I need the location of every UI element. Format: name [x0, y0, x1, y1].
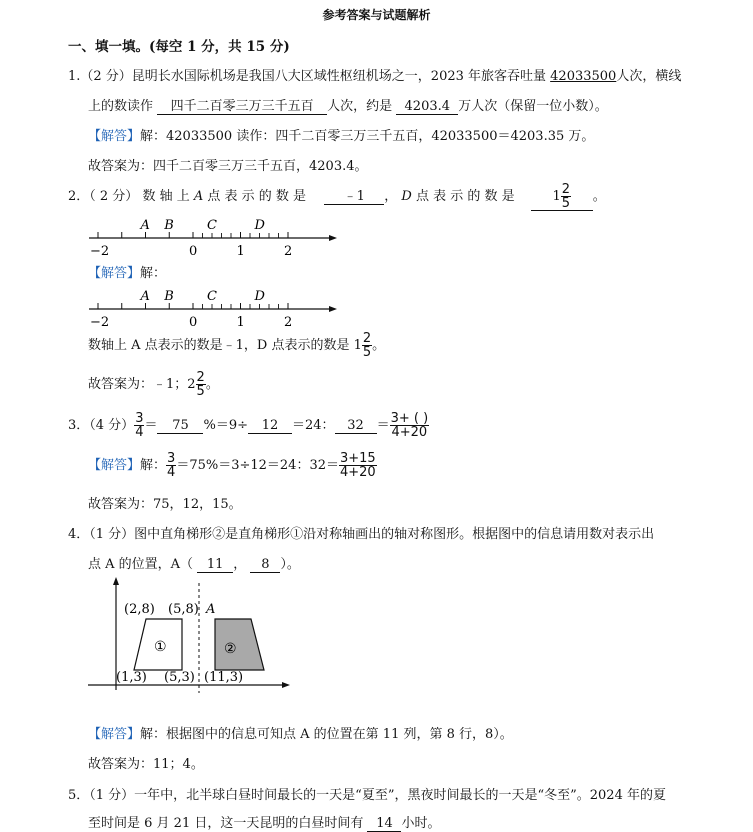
q1-line1 [68, 65, 681, 84]
q3-s2: ＝24： [292, 418, 335, 433]
label-shape-1: ① [154, 639, 167, 655]
point-label: B [164, 289, 174, 304]
q2-explain [88, 332, 385, 359]
q3-blank1: 75 [157, 418, 203, 434]
q2-line1 [68, 183, 606, 211]
q2-answer-text: 解： [140, 266, 167, 281]
q3-prefix: 3．（4 分） [68, 418, 135, 433]
q1-text: 1.（2 分）昆明长水国际机场是我国八大区域性枢纽机场之一，2023 年旅客吞吐量 [68, 69, 551, 84]
label-5-8: (5,8) [168, 602, 199, 617]
page-title: 参考答案与试题解析 [322, 8, 431, 22]
frac-num: 2 [196, 370, 205, 385]
q2-final-pre: 故答案为：﹣1；2 [88, 377, 196, 392]
axis-arrow-icon [329, 306, 337, 312]
q2-D: D [401, 189, 412, 204]
q2-b2-whole: 1 [552, 189, 561, 204]
q1-answer [88, 125, 594, 144]
label-5-3: (5,3) [164, 670, 195, 685]
answer-tag: 【解答】 [88, 458, 141, 473]
point-label: B [164, 218, 174, 233]
q3-blank3: 32 [335, 418, 377, 434]
q3-s1: %＝9÷ [203, 418, 249, 433]
q5-l2-pre: 至时间是 6 月 21 日，这一天昆明的白昼时间有 [88, 816, 368, 831]
q3-frac1 [134, 412, 144, 439]
q3-s3: ＝ [376, 418, 390, 433]
y-axis-arrow-icon [113, 577, 119, 585]
q2-final-post: 。 [205, 377, 219, 392]
number-line-1 [85, 212, 345, 262]
tick-label: 2 [284, 315, 293, 330]
tick-label: 1 [236, 244, 245, 259]
q2-A: A [193, 189, 204, 204]
answer-tag: 【解答】 [88, 727, 141, 742]
q2-explain-post: 。 [372, 338, 386, 353]
axis-arrow-icon [329, 235, 337, 241]
number-line-2 [85, 283, 345, 333]
q1-l2-pre: 上的数读作 [88, 99, 158, 114]
q4-answer [88, 723, 513, 742]
x-axis-arrow-icon [282, 682, 290, 688]
q2-comma: ， [384, 189, 398, 204]
q2-prefix: 2．（ 2 分） 数 轴 上 [68, 189, 190, 204]
q2-answer [88, 262, 166, 281]
q1-answer-text: 解：42033500 读作：四千二百零三万三千五百，42033500＝4203.35 万。 [140, 129, 595, 144]
q1-blank2: 4203.4 [396, 99, 458, 115]
frac-den: 5 [362, 345, 372, 360]
q2-explain-pre: 数轴上 A 点表示的数是﹣1，D 点表示的数是 1 [88, 338, 362, 353]
q4-l2-post: ）。 [280, 557, 300, 572]
q1-line2 [88, 95, 608, 115]
q2-final-frac [196, 371, 206, 398]
tick-label: 2 [284, 244, 293, 259]
tick-label: 1 [236, 315, 245, 330]
point-label: C [207, 289, 217, 304]
frac-num: 3 [167, 451, 176, 466]
frac-den: 4 [167, 465, 176, 480]
q2-blank1: ﹣1 [324, 185, 384, 205]
point-label: D [254, 218, 265, 233]
q1-number: 42033500 [550, 69, 617, 84]
label-1-3: (1,3) [116, 670, 147, 685]
q2-blank2 [531, 183, 593, 211]
frac-num: 3+15 [340, 451, 376, 466]
q2-mid1: 点 表 示 的 数 是 [207, 189, 307, 204]
frac-num: 2 [561, 182, 571, 197]
tick-label: 0 [189, 315, 198, 330]
q1-text-end: 人次，横线 [616, 69, 682, 84]
q3-ans-mid: ＝75%＝3÷12＝24：32＝ [176, 458, 339, 473]
q1-final: 故答案为：四千二百零三万三千五百，4203.4。 [88, 159, 368, 174]
q3-frac2 [390, 412, 430, 439]
tick-label: −2 [90, 315, 110, 330]
section-heading: 一、填一填。(每空 1 分，共 15 分) [68, 39, 290, 55]
q3-ans-frac2 [339, 452, 377, 479]
frac-den: 4 [135, 425, 144, 440]
q3-answer [88, 452, 377, 479]
q3-ans-frac1 [166, 452, 176, 479]
q4-final: 故答案为：11；4。 [88, 757, 204, 772]
frac-den: 4+20 [391, 425, 428, 440]
q4-sep: ， [233, 557, 251, 572]
frac-den: 4+20 [340, 465, 376, 480]
point-label: C [207, 218, 217, 233]
label-2-8: (2,8) [124, 602, 155, 617]
q4-line1: 4．（1 分）图中直角梯形②是直角梯形①沿对称轴画出的轴对称图形。根据图中的信息请用数对表示出 [68, 527, 655, 542]
q4-figure [80, 575, 300, 705]
frac-den: 5 [561, 196, 571, 211]
tick-label: −2 [90, 244, 110, 259]
frac-num: 3+ ( ) [390, 411, 429, 426]
q4-blank1: 11 [197, 557, 233, 573]
trapezoid-2 [215, 619, 264, 670]
q5-l2-post: 小时。 [401, 816, 441, 831]
q4-answer-text: 解：根据图中的信息可知点 A 的位置在第 11 列，第 8 行，8）。 [140, 727, 513, 742]
q3-line1 [68, 412, 429, 439]
q3-eq: ＝ [144, 418, 158, 433]
label-11-3: (11,3) [204, 670, 244, 685]
q4-l2-pre: 点 A 的位置，A（ [88, 557, 198, 572]
answer-tag: 【解答】 [88, 266, 141, 281]
label-shape-2: ② [224, 641, 237, 657]
q4-line2 [88, 553, 300, 573]
point-label: A [140, 289, 150, 304]
q1-l2-post: 万人次（保留一位小数）。 [458, 99, 608, 114]
q3-ans-pre: 解： [140, 458, 167, 473]
point-label: A [140, 218, 150, 233]
point-label: D [254, 289, 265, 304]
frac-den: 5 [196, 384, 205, 399]
q4-blank2: 8 [250, 557, 280, 573]
q2-b2-frac [561, 183, 571, 210]
q1-blank1: 四千二百零三万三千五百 [157, 95, 327, 115]
tick-label: 0 [189, 244, 198, 259]
q2-end: 。 [592, 189, 606, 204]
frac-num: 2 [362, 331, 372, 346]
frac-num: 3 [135, 411, 144, 426]
q5-line1: 5．（1 分）一年中，北半球白昼时间最长的一天是“夏至”，黑夜时间最长的一天是“冬至”。2024 年的夏 [68, 788, 666, 803]
q2-explain-frac [362, 332, 372, 359]
answer-tag: 【解答】 [88, 129, 141, 144]
q2-mid2: 点 表 示 的 数 是 [415, 189, 515, 204]
q2-final [88, 371, 219, 398]
q3-blank2: 12 [248, 418, 292, 434]
q5-line2 [88, 812, 441, 832]
q5-blank: 14 [367, 816, 401, 832]
q3-final: 故答案为：75，12，15。 [88, 497, 242, 512]
label-A: A [206, 602, 216, 617]
q1-l2-mid: 人次，约是 [327, 99, 397, 114]
